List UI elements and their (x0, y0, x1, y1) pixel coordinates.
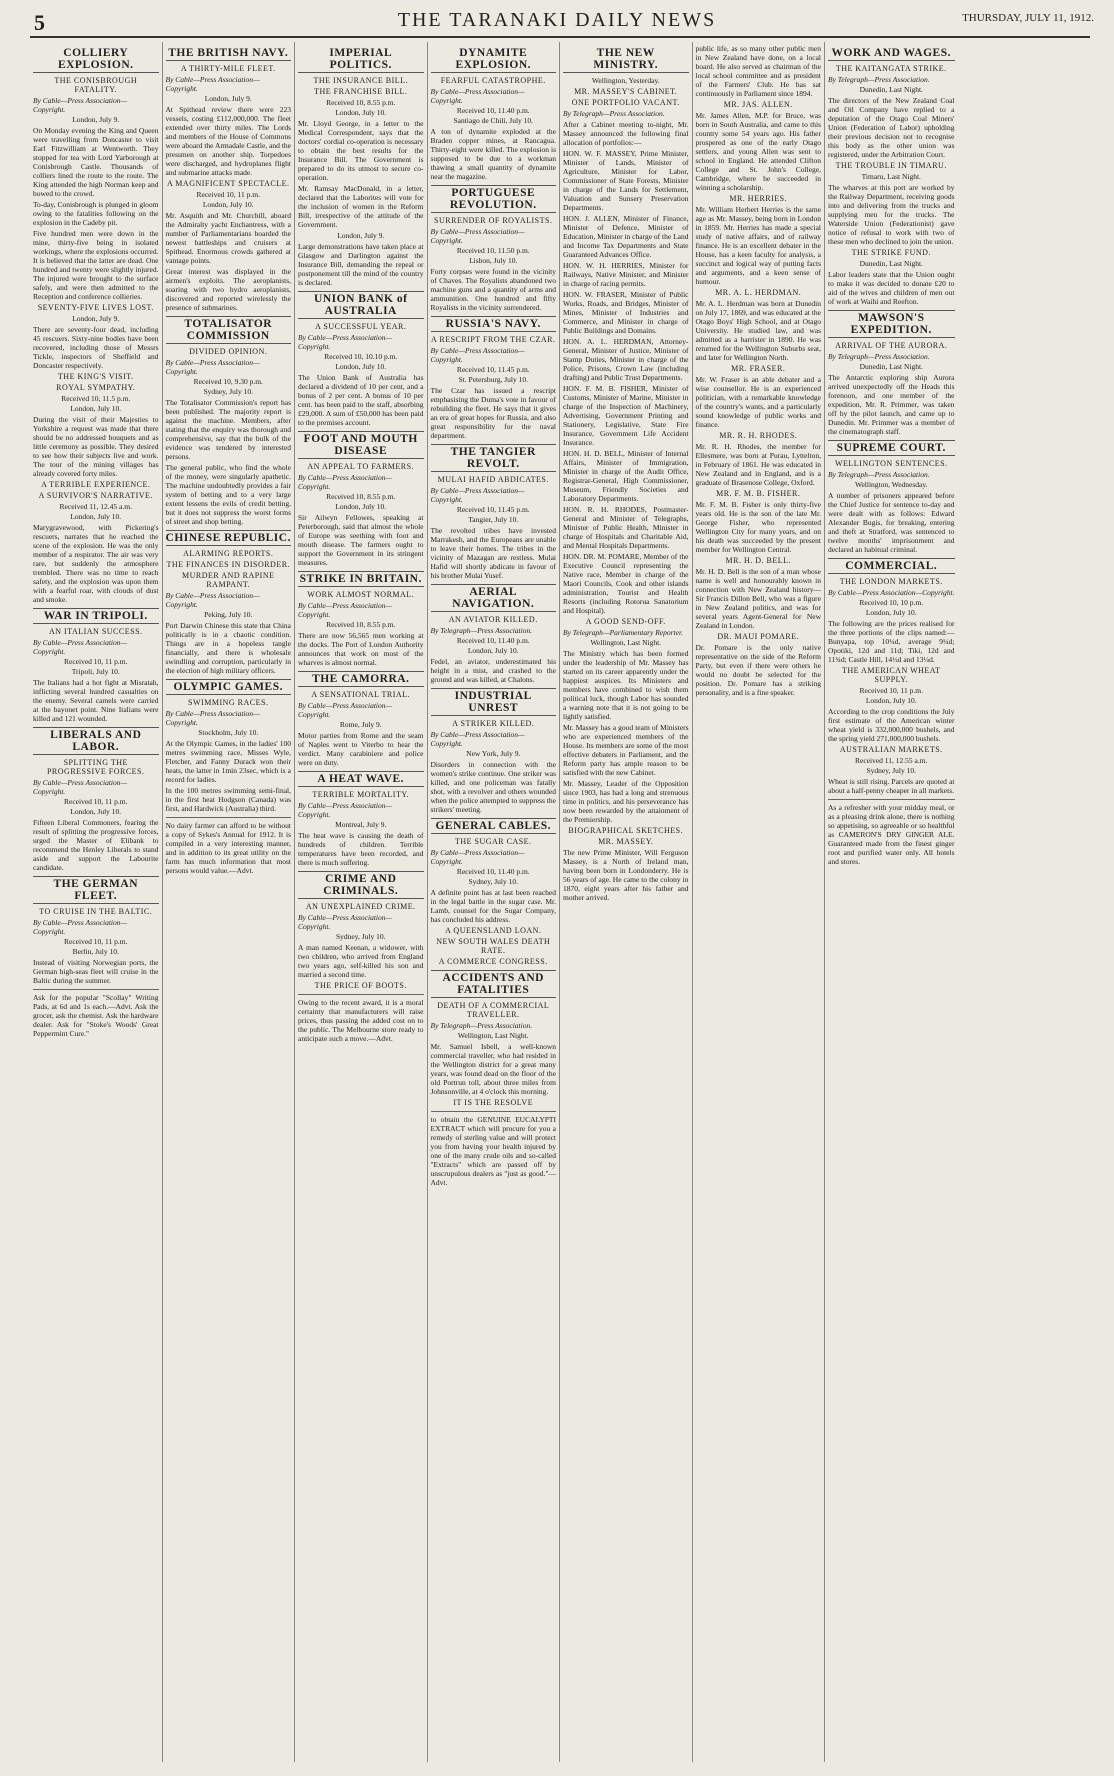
dateline: Lisbon, July 10. (469, 256, 518, 265)
dateline: Received 10, 11.40 p.m. (456, 106, 530, 115)
article-paragraph: Mr. Massey has a good team of Ministers who are experienced members of the House. Its members are some of the most effective debaters in Parliament, and the Reform party has ample reason to be satisfied with the new Cabinet. (563, 723, 689, 777)
agency-credit: By Cable—Press Association—Copyright. (430, 730, 525, 748)
subheading: ARRIVAL OF THE AURORA. (835, 341, 948, 350)
article-paragraph: The new Prime Minister, Will Ferguson Massey, is a North of Ireland man, having been born in Londonderry. He is 56 years of age. He came to the colony in 1870, eight years after his father and mother arrived. (563, 848, 689, 902)
subheading: AN ITALIAN SUCCESS. (48, 627, 143, 636)
article-paragraph: HON. H. D. BELL, Minister of Internal Affairs, Minister of Immigration, Minister in charge of the Audit Office, Registrar-General, High Commissioner, Museum, Friendly Societies and Laboratory Departments. (563, 449, 689, 503)
page-number: 5 (34, 10, 45, 35)
section-heading: MAWSON'S EXPEDITION. (828, 310, 955, 338)
article-paragraph: Labor leaders state that the Union ought to make it was decided to donate £20 to aid of the wives and children of men out of work at Waihi and Reefton. (828, 270, 955, 306)
subheading: A QUEENSLAND LOAN. (445, 926, 542, 935)
subheading: DIVIDED OPINION. (189, 347, 268, 356)
subheading: THE STRIKE FUND. (851, 248, 931, 257)
dateline: Dunedin, Last Night. (859, 259, 923, 268)
article-paragraph: After a Cabinet meeting to-night, Mr. Massey announced the following final allocation of portfolios:— (563, 120, 689, 147)
agency-credit: By Cable—Press Association—Copyright. (430, 227, 525, 245)
section-heading: AERIAL NAVIGATION. (431, 584, 557, 612)
subheading: IT IS THE RESOLVE (453, 1098, 534, 1107)
article-paragraph: The heat wave is causing the death of hundreds of children. Terrible temperatures have been recorded, and there is much suffering. (298, 831, 424, 867)
subheading: MR. H. D. BELL. (725, 556, 791, 565)
dateline: London, July 9. (72, 115, 120, 124)
column-2 (163, 42, 296, 1762)
article-paragraph: Port Darwin Chinese this state that China politically is in a chaotic condition. Things are in a hopeless tangle financially, and there is wholesale swindling and corruption, particularly in the election of high military officers. (165, 621, 291, 675)
dateline: New York, July 9. (466, 749, 521, 758)
dateline: Montreal, July 9. (335, 820, 387, 829)
subheading: THE PRICE OF BOOTS. (314, 981, 407, 990)
advertisement: As a refresher with your midday meal, or as a pleasing drink alone, there is nothing so appetising, so agreeable or so healthful as CAMERON'S DRY GINGER ALE. Guaranteed made from the finest ginger root and purified water only. All hotels and stores. (828, 799, 955, 866)
subheading: NEW SOUTH WALES DEATH RATE. (436, 937, 551, 955)
section-heading: COMMERCIAL. (828, 558, 955, 574)
article-paragraph: Mr. W. Fraser is an able debater and a wise counsellor. He is an experienced politician, with a remarkable knowledge of the country's wants, and a particularly sound knowledge of public works and finance. (695, 375, 821, 429)
section-heading: SUPREME COURT. (828, 440, 955, 456)
dateline: London, July 10. (335, 502, 387, 511)
subheading: MR. MASSEY'S CABINET. (574, 87, 678, 96)
article-paragraph: HON. A. L. HERDMAN, Attorney-General, Minister of Justice, Minister of Stamp Duties, Minister in charge of the Police, Prisons, Crown Law (including drafting) and Public Trust Departments. (563, 337, 689, 382)
article-paragraph: A number of prisoners appeared before the Chief Justice for sentence to-day and were dealt with as follows: Edward Alexander Bugis, for breaking, entering and theft at Stratford, was sentenced to twelve months' imprisonment and declared an habitual criminal. (828, 491, 955, 554)
subheading: A MAGNIFICENT SPECTACLE. (166, 179, 290, 188)
agency-credit: By Cable—Press Association—Copyright. (430, 486, 525, 504)
subheading: THE INSURANCE BILL. (313, 76, 409, 85)
article-paragraph: To-day, Conisbrough is plunged in gloom owing to the fatalities following on the explosion in the Cadeby pit. (33, 200, 159, 227)
dateline: Received 10, 10 p.m. (859, 598, 924, 607)
agency-credit: By Cable—Press Association—Copyright. (165, 358, 260, 376)
agency-credit: By Cable—Press Association—Copyright. (165, 75, 260, 93)
dateline: Dunedin, Last Night. (859, 362, 923, 371)
subheading: A SURVIVOR'S NARRATIVE. (38, 491, 153, 500)
article-paragraph: HON. DR. M. POMARE, Member of the Executive Council representing the Native race, Member in charge of the Maori Councils, Cook and other islands administration, Tourist and Health Resorts (including Rotorua Sanatorium and Hospital). (563, 552, 689, 615)
section-heading: THE BRITISH NAVY. (166, 46, 292, 61)
article-paragraph: Wheat is still rising. Parcels are quoted at about a half-penny cheaper in all markets. (828, 777, 955, 795)
dateline: Timaru, Last Night. (861, 172, 921, 181)
section-heading: THE TANGIER REVOLT. (431, 444, 557, 472)
section-heading: LIBERALS AND LABOR. (33, 727, 159, 755)
subheading: DR. MAUI POMARE. (717, 632, 800, 641)
article-paragraph: According to the crop conditions the July first estimate of the American winter wheat yield is 332,000,000 bushels, and the spring yield 271,000,000 bushels. (828, 707, 955, 743)
agency-credit: By Cable—Press Association—Copyright. (430, 346, 525, 364)
dateline: Received 10, 11.40 p.m. (456, 867, 530, 876)
dateline: Received 10, 11.5 p.m. (61, 394, 131, 403)
agency-credit: By Telegraph—Parliamentary Reporter. (563, 628, 683, 637)
article-paragraph: The revolted tribes have invested Marrakesh, and the Europeans are unable to leave their homes. The tribes in the vicinity of Mazagan are restless. Mulai Hafid will shortly abdicate in favour of his brother Mulai Yusef. (430, 526, 556, 580)
column-7 (825, 42, 958, 1762)
article-paragraph: The Totalisator Commission's report has been published. The majority report is against the machine. Members, after stating that the enquiry was thorough and comprehensive, say that the bulk of the evidence was tendered by interested persons. (165, 398, 291, 461)
section-heading: DYNAMITE EXPLOSION. (431, 46, 557, 73)
subheading: THE CONISBROUGH FATALITY. (54, 76, 138, 94)
subheading: AN APPEAL TO FARMERS. (307, 462, 415, 471)
article-paragraph: The Ministry which has been formed under the leadership of Mr. Massey has started on its career apparently under the happiest auspices. Its Ministers and members have combined to wish them political luck, though Labor has sounded a warning note that it is not going to be lightly satisfied. (563, 649, 689, 721)
section-heading: IMPERIAL POLITICS. (298, 46, 424, 73)
section-heading: CHINESE REPUBLIC. (165, 532, 291, 544)
section-heading: FOOT AND MOUTH DISEASE (298, 431, 424, 459)
subheading: MULAI HAFID ABDICATES. (437, 475, 549, 484)
dateline: Wellington, Wednesday. (854, 480, 928, 489)
subheading: THE AMERICAN WHEAT SUPPLY. (841, 666, 941, 684)
subheading: A THIRTY-MILE FLEET. (180, 64, 276, 73)
article-paragraph: In the 100 metres swimming semi-final, in the first heat Hodgson (Canada) was first, and Hardwick (Australia) third. (165, 786, 291, 813)
dateline: St. Petersburg, July 10. (458, 375, 528, 384)
section-heading: WAR IN TRIPOLI. (33, 608, 159, 624)
subheading: AUSTRALIAN MARKETS. (839, 745, 943, 754)
subheading: MR. JAS. ALLEN. (723, 100, 793, 109)
agency-credit: By Cable—Press Association—Copyright. (298, 333, 393, 351)
article-paragraph: HON. F. M. B. FISHER, Minister of Customs, Minister of Marine, Minister in charge of the Inspection of Machinery, Advertising, Government Printing and Stationery, Legislative, State Fire Insurance, Government Life Accident Insurance. (563, 384, 689, 447)
agency-credit: By Telegraph—Press Association. (828, 75, 930, 84)
section-heading: CRIME AND CRIMINALS. (298, 871, 424, 899)
dateline: Rome, July 9. (339, 720, 382, 729)
subheading: THE TROUBLE IN TIMARU. (835, 161, 947, 170)
dateline: Received 10, 11 p.m. (196, 190, 260, 199)
article-paragraph: At the Olympic Games, in the ladies' 100 metres swimming race, Misses Wyle, Fletcher, and Fanny Durack won their heats, the latter in 1min 23sec, which is a record for ladies. (165, 739, 291, 784)
subheading: A SUCCESSFUL YEAR. (315, 322, 407, 331)
article-paragraph: The Czar has issued a rescript emphasising the Duma's vote in favour of rebuilding the fleet. He says that it gives an era of great hopes for Russia, and also great responsibility for the naval department. (430, 386, 556, 440)
dateline: Received 10, 11 p.m. (64, 797, 128, 806)
agency-credit: By Cable—Press Association—Copyright. (298, 913, 393, 931)
agency-credit: By Telegraph—Press Association. (563, 109, 665, 118)
agency-credit: By Cable—Press Association—Copyright. (298, 473, 393, 491)
subheading: A TERRIBLE EXPERIENCE. (41, 480, 151, 489)
article-paragraph: Large demonstrations have taken place at Glasgow and Darlington against the Insurance Bill, demanding the repeal or postponement till the mind of the country is declared. (298, 242, 424, 287)
dateline: Tripoli, July 10. (71, 667, 120, 676)
article-paragraph: HON. J. ALLEN, Minister of Finance, Minister of Defence, Minister of Education, Minister in charge of the Land and Income Tax Departments and State Guaranteed Advances Office. (563, 214, 689, 259)
dateline: Dunedin, Last Night. (859, 85, 923, 94)
section-heading: THE CAMORRA. (298, 671, 424, 687)
dateline: London, July 10. (70, 512, 122, 521)
article-paragraph: HON. W. H. HERRIES, Minister for Railways, Native Minister, and Minister in charge of racing permits. (563, 261, 689, 288)
article-paragraph: Sir Ailwyn Fellowes, speaking at Peterborough, said that almost the whole of Europe was seething with foot and mouth disease. The farmers ought to support the Government in its stringent measures. (298, 513, 424, 567)
column-5 (560, 42, 693, 1762)
article-paragraph: HON. R. H. RHODES, Postmaster-General and Minister of Telegraphs, Minister of Public Health, Minister in charge of Hospitals and Charitable Aid, and Mental Hospitals Departments. (563, 505, 689, 550)
subheading: A STRIKER KILLED. (452, 719, 535, 728)
column-3 (295, 42, 428, 1762)
subheading: MURDER AND RAPINE RAMPANT. (181, 571, 275, 589)
article-paragraph: Fedel, an aviator, underestimated his height in a mist, and crashed to the ground and was killed, at Chalons. (430, 657, 556, 684)
subheading: MR. F. M. B. FISHER. (716, 489, 801, 498)
subheading: THE SUGAR CASE. (454, 837, 532, 846)
dateline: Stockholm, July 10. (198, 728, 259, 737)
section-heading: A HEAT WAVE. (298, 771, 424, 787)
section-heading: THE GERMAN FLEET. (33, 876, 159, 904)
dateline: London, July 10. (70, 404, 122, 413)
section-heading: TOTALISATOR COMMISSION (166, 316, 292, 344)
article-paragraph: The Antarctic exploring ship Aurora arrived unexpectedly off the Heads this forenoon, and one member of the expedition, Mr. R. Primmer, was taken off by the pilot launch, and came up to Dunedin. Mr. Primmer was a member of the cinematograph staff. (828, 373, 955, 436)
section-heading: THE NEW MINISTRY. (563, 46, 689, 73)
section-heading: WORK AND WAGES. (828, 46, 955, 61)
subheading: AN AVIATOR KILLED. (448, 615, 538, 624)
subheading: A GOOD SEND-OFF. (585, 617, 666, 626)
subheading: SURRENDER OF ROYALISTS. (434, 216, 553, 225)
dateline: London, July 9. (72, 314, 120, 323)
subheading: TO CRUISE IN THE BALTIC. (39, 907, 153, 916)
subheading: THE FINANCES IN DISORDER. (166, 560, 291, 569)
dateline: Received 10, 8.55 p.m. (326, 98, 396, 107)
agency-credit: By Cable—Press Association—Copyright. (33, 638, 128, 656)
article-paragraph: The wharves at this port are worked by the Railway Department, receiving goods into and delivering from the trucks and supplying men for the trucks. The Waterside Union (Federationist) gave notice of refusal to work with two of these men who declined to join the union. (828, 183, 955, 246)
article-paragraph: Mr. Samuel Isbell, a well-known commercial traveller, who had resided in the Wellington district for a great many years, was found dead on the floor of the old Portrun toll, about three miles from Johnsonville, at 4 o'clock this morning. (430, 1042, 556, 1096)
dateline: Received 10, 11.45 p.m. (456, 505, 530, 514)
dateline: Sydney, July 10. (468, 877, 518, 886)
article-paragraph: Five hundred men were down in the mine, thirty-five being in isolated workings, where the explosions occurred. It is believed that the latter are dead. One hundred and twenty were slightly injured. The injured were brought to the surface safely, and were then admitted to the Reception and conference collieries. (33, 229, 159, 301)
article-paragraph: A man named Keenan, a widower, with two children, who arrived from England two years ago, self-killed his son and married a second time. (298, 943, 424, 979)
dateline: Sydney, July 10. (203, 387, 253, 396)
dateline: Received 10, 9.30 p.m. (193, 377, 263, 386)
issue-date: THURSDAY, JULY 11, 1912. (962, 12, 1094, 24)
agency-credit: By Cable—Press Association—Copyright. (828, 588, 955, 597)
subheading: THE LONDON MARKETS. (839, 577, 943, 586)
agency-credit: By Cable—Press Association—Copyright. (33, 778, 128, 796)
dateline: London, July 10. (202, 200, 254, 209)
agency-credit: By Telegraph—Press Association. (430, 1021, 533, 1030)
advertisement: Ask for the popular "Scollay" Writing Pads, at 6d and 1s each.—Advt. Ask the grocer, ask the chemist. Ask the hardware dealer. Ask for "Stoke's Woods' Great Peppermint Cure." (33, 989, 159, 1038)
dateline: Received 10, 8.55 p.m. (326, 492, 396, 501)
article-paragraph: Mr. James Allen, M.P. for Bruce, was born in South Australia, and came to this country some 54 years ago. His father prospered as one of the early Otago settlers, and young Allen was sent to school in England. He attended Clifton College and St. John's College, Cambridge, where he succeeded in winning a scholarship. (695, 111, 821, 192)
subheading: THE KING'S VISIT. (57, 372, 134, 381)
dateline: Sydney, July 10. (866, 766, 916, 775)
agency-credit: By Cable—Press Association—Copyright. (298, 601, 393, 619)
article-paragraph: Instead of visiting Norwegian ports, the German high-seas fleet will cruise in the Baltic during the summer. (33, 958, 159, 985)
subheading: FEARFUL CATASTROPHE. (440, 76, 546, 85)
advertisement: to obtain the GENUINE EUCALYPTI EXTRACT which will procure for you a remedy of sterling value and will protect you from having your health injured by one of the many crude oils and so-called "Extracts" which are passed off by unscrupulous dealers as "just as good."—Advt. (431, 1111, 557, 1187)
column-6 (693, 42, 826, 1762)
subheading: SPLITTING THE PROGRESSIVE FORCES. (46, 758, 145, 776)
dateline: Received 10, 11 p.m. (64, 657, 128, 666)
subheading: MR. HERRIES. (729, 194, 788, 203)
article-paragraph: The directors of the New Zealand Coal and Oil Company have replied to a deputation of the Otago Coal Miners' Union (Federation of Labor) upholding their previous decision not to recognise this body as the other union was registered, under the Arbitration Court. (828, 96, 955, 159)
article-paragraph: The Union Bank of Australia has declared a dividend of 10 per cent, and a bonus of 2 per cent. A bonus of 10 per cent. has been paid to the staff, absorbing £29,000. A sum of £50,000 has been paid to the premises account. (298, 373, 424, 427)
article-paragraph: Motor parties from Rome and the seam of Naples went to Viterbo to hear the verdict. Many carabiniere and police were on duty. (298, 731, 424, 767)
section-heading: COLLIERY EXPLOSION. (33, 46, 159, 73)
article-paragraph: HON. W. FRASER, Minister of Public Works, Roads, and Bridges, Minister of Mines, Minister of Industries and Commerce, and Minister in charge of Public Buildings and Domains. (563, 290, 689, 335)
dateline: Received 10, 11.50 p.m. (456, 246, 530, 255)
article-paragraph: Mr. H. D. Bell is the son of a man whose name is well and honourably known in connection with New Zealand history—Sir Francis Dillon Bell, who was a figure in New Zealand politics, and was for several years Agent-General for New Zealand in London. (695, 567, 821, 630)
subheading: A RESCRIPT FROM THE CZAR. (431, 335, 556, 344)
subheading: AN UNEXPLAINED CRIME. (305, 902, 416, 911)
subheading: ONE PORTFOLIO VACANT. (571, 98, 680, 107)
article-paragraph: Mr. William Herbert Herries is the same age as Mr. Massey, being born in London in 1859. Mr. Herries has made a special study of native affairs, and of railway finance. He is an excellent debater in the House, has a keen faculty for analysis, a succinct and logical way of putting facts and arguments, and a keen sense of humour. (695, 205, 821, 286)
agency-credit: By Cable—Press Association—Copyright. (298, 801, 393, 819)
dateline: London, July 10. (335, 108, 387, 117)
dateline: London, July 9. (204, 94, 252, 103)
advertisement: No dairy farmer can afford to be without a copy of Sykes's Annual for 1912. It is compiled in a very interesting manner, and in addition to its great utility on the farm has much information that most persons would value.—Advt. (166, 817, 292, 875)
dateline: Tangier, July 10. (468, 515, 519, 524)
dateline: Received 10, 11.45 p.m. (456, 365, 530, 374)
dateline: London, July 10. (865, 696, 917, 705)
subheading: ALARMING REPORTS. (183, 549, 274, 558)
agency-credit: By Cable—Press Association—Copyright. (33, 96, 128, 114)
subheading: THE FRANCHISE BILL. (314, 87, 408, 96)
article-paragraph: Forty corpses were found in the vicinity of Chaves. The Royalists abandoned two machine guns and a quantity of arms and ammunition. One hundred and fifty Royalists in the vicinity surrendered. (430, 267, 556, 312)
section-heading: STRIKE IN BRITAIN. (299, 573, 422, 585)
section-heading: RUSSIA'S NAVY. (431, 316, 557, 332)
dateline: Santiago de Chili, July 10. (453, 116, 534, 125)
section-heading: ACCIDENTS AND FATALITIES (431, 970, 557, 998)
subheading: MR. MASSEY. (598, 837, 654, 846)
article-paragraph: A ton of dynamite exploded at the Braden copper mines, at Rancagua. Thirty-eight were killed. The explosion is supposed to be due to a workman thawing a small quantity of dynamite near the magazine. (430, 127, 556, 181)
dateline: London, July 10. (467, 646, 519, 655)
subheading: THE KAITANGATA STRIKE. (835, 64, 947, 73)
article-paragraph: The Italians had a hot fight at Misratah, inflicting several hundred casualties on the enemy. Several camels were carried at the bayonet point. Nine Italians were killed and 121 wounded. (33, 678, 159, 723)
article-paragraph: At Spithead review there were 223 vessels, costing £112,000,000. The fleet extended over thirty miles. The Lords and members of the House of Commons were aboard the Armadale Castle, and the pressmen on another ship. Torpedoes were discharged, and hydroplanes flight and submarine attacks made. (165, 105, 291, 177)
dateline: Wellington, Last Night. (590, 638, 662, 647)
subheading: SWIMMING RACES. (188, 698, 269, 707)
column-4 (428, 42, 561, 1762)
article-paragraph: Mr. F. M. B. Fisher is only thirty-five years old. He is the son of the late Mr. George Fisher, who represented Wellington City for many years, and on his death was succeeded by the present member for Wellington Central. (695, 500, 821, 554)
dateline: Received 10, 11.40 p.m. (456, 636, 530, 645)
dateline: Received 11, 12.45 a.m. (59, 502, 132, 511)
article-paragraph: The general public, who find the whole of the money, were singularly apathetic. The machine undoubtedly provides a fair system of betting and to a very large extent lessens the evils of credit betting, but it does not suppress the worst forms of street and shop betting. (165, 463, 291, 526)
article-paragraph: On Monday evening the King and Queen were travelling from Doncaster to visit Earl Fitzwilliam at Wentworth. They stopped for tea with Lord Yarborough at Conisbrough Castle. Thousands of colliers lined the route to the route. The King attended the high Norman keep and bowed to the crowd. (33, 126, 159, 198)
subheading: ROYAL SYMPATHY. (56, 383, 136, 392)
masthead (0, 0, 1114, 40)
agency-credit: By Cable—Press Association—Copyright. (430, 848, 525, 866)
dateline: Received 11, 12.55 a.m. (855, 756, 928, 765)
article-paragraph: HON. W. F. MASSEY, Prime Minister, Minister of Lands, Minister of Agriculture, Minister for Labor, Commissioner of State Forests, Minister in charge of the Lands for Settlement, Valuation and Sunsery Preservation Departments. (563, 149, 689, 212)
subheading: DEATH OF A COMMERCIAL TRAVELLER. (437, 1001, 550, 1019)
article-paragraph: Disorders in connection with the women's strike continue. One striker was killed, and one policeman was fatally shot, with a revolver and others wounded when the police attempted to suppress the strikers' meeting. (430, 760, 556, 814)
article-paragraph: Mr. Massey, Leader of the Opposition since 1903, has had a long and strenuous time in politics, and his perseverance has now been rewarded by the attainment of the Premiership. (563, 779, 689, 824)
article-paragraph: Great interest was displayed in the airmen's exploits. The aeroplanists, soaring with two hydro aeroplanists, discovered and reported wirelessly the presence of submarines. (165, 267, 291, 312)
dateline: Sydney, July 10. (335, 932, 386, 941)
article-paragraph: Mr. Ramsay MacDonald, in a letter, declared that the Laborites will vote for the inclusion of women in the Reform Bill, irrespective of the attitude of the Government. (298, 184, 424, 229)
section-heading: UNION BANK of AUSTRALIA (298, 291, 424, 319)
subheading: A COMMERCE CONGRESS. (438, 957, 548, 966)
agency-credit: By Telegraph—Press Association. (430, 626, 533, 635)
article-paragraph: Mr. A. L. Herdman was born at Dunedin on July 17, 1869, and was educated at the Otago Boys' High School, and at Otago University. He studied law, and was admitted as a barrister in 1890. He was returned for the Wellington Suburbs seat, and later for Wellington North. (695, 299, 821, 362)
agency-credit: By Telegraph—Press Association. (828, 470, 930, 479)
article-paragraph: public life, as so many other public men in New Zealand have done, on a local board. He also served as chairman of the local school committee and as president of the Farmers' Club. He has sat continuously in Parliament since 1894. (695, 44, 821, 98)
article-paragraph: Marygravewood, with Pickering's rescuers, narrates that he reached the scene of the explosion. He was the only member of a respirator. The air was very rare, but suddenly the atmosphere trembled. There was no time to reach safety, and the explosion was upon them with a fearful roar, with clouds of dust and smoke. (33, 523, 159, 604)
subheading: A SENSATIONAL TRIAL. (311, 690, 411, 699)
subheading: MR. A. L. HERDMAN. (715, 288, 802, 297)
dateline: Wellington, Last Night. (457, 1031, 529, 1040)
article-paragraph: Mr. Lloyd George, in a letter to the Medical Correspondent, says that the doctors' cordial co-operation is necessary to obtain the best results for the Insurance Bill. The Government is prepared to do its utmost to secure co-operation. (298, 119, 424, 182)
subheading: MR. R. H. RHODES. (719, 431, 798, 440)
article-paragraph: Mr. Asquith and Mr. Churchill, aboard the Admiralty yacht Enchantress, with a number of Parliamentarians boarded the newest battleships and cruisers at Spithead. Enormous crowds gathered at vantage points. (165, 211, 291, 265)
subheading: WORK ALMOST NORMAL. (307, 590, 415, 599)
section-heading: GENERAL CABLES. (431, 818, 557, 834)
agency-credit: By Cable—Press Association—Copyright. (298, 701, 393, 719)
dateline: London, July 10. (335, 362, 387, 371)
agency-credit: By Telegraph—Press Association. (828, 352, 930, 361)
agency-credit: By Cable—Press Association—Copyright. (165, 591, 260, 609)
subheading: SEVENTY-FIVE LIVES LOST. (37, 303, 154, 312)
columns-area (30, 42, 1090, 1762)
dateline: Peking, July 10. (204, 610, 253, 619)
dateline: London, July 10. (70, 807, 122, 816)
section-heading: INDUSTRIAL UNREST (431, 688, 557, 716)
section-heading: OLYMPIC GAMES. (166, 679, 292, 695)
dateline: Wellington, Yesterday. (591, 76, 660, 85)
advertisement: Owing to the recent award, it is a moral certainty that manufacturers will raise prices, thus passing the added cost on to the public. The Melbourne store ready to anticipate such a move.—Advt. (298, 994, 424, 1043)
agency-credit: By Cable—Press Association—Copyright. (165, 709, 260, 727)
article-paragraph: A definite point has at last been reached in the legal battle in the sugar case. Mr. Lamb, counsel for the Sugar Company, has concluded his address. (430, 888, 556, 924)
dateline: Berlin, July 10. (72, 947, 119, 956)
article-paragraph: Fifteen Liberal Commoners, fearing the result of splitting the progressive forces, urged the Master of Elibank to recommend the Henley Liberals to stand aside and support the Labourite candidate. (33, 818, 159, 872)
article-paragraph: Mr. R. H. Rhodes, the member for Ellesmere, was born at Purau, Lyttelton, in February of 1861. He was educated in New Zealand and in England, and is a graduate of Brasenose College, Oxford. (695, 442, 821, 487)
dateline: Received 10, 11 p.m. (859, 686, 923, 695)
dateline: Received 10, 11 p.m. (64, 937, 128, 946)
agency-credit: By Cable—Press Association—Copyright. (33, 918, 128, 936)
subheading: BIOGRAPHICAL SKETCHES. (568, 826, 684, 835)
article-paragraph: The following are the prices realised for the three portions of the clips named:—Bunyapa, top 10¼d, average 9¼d; Opotiki, 12d and 11d; Tiki, 12d and 11¾d; Castle Hill, 14½d and 13¼d. (828, 619, 955, 664)
dateline: Received 10, 8.55 p.m. (326, 620, 396, 629)
newspaper-title: THE TARANAKI DAILY NEWS (397, 9, 717, 31)
dateline: London, July 9. (337, 231, 385, 240)
column-1 (30, 42, 163, 1762)
article-paragraph: Dr. Pomare is the only native representative on the side of the Reform Party, but even if there were others he would no doubt be selected for the position. Dr. Pomare has a striking personality, and is a fine speaker. (695, 643, 821, 697)
article-paragraph: There are seventy-four dead, including 45 rescuers. Sixty-nine bodies have been recovered, including those of Messrs Tickle, inspectors of Sheffield and Doncaster respectively. (33, 325, 159, 370)
subheading: TERRIBLE MORTALITY. (312, 790, 410, 799)
dateline: London, July 10. (865, 608, 917, 617)
subheading: WELLINGTON SENTENCES. (834, 459, 948, 468)
masthead-rule (30, 36, 1090, 38)
agency-credit: By Cable—Press Association—Copyright. (430, 87, 525, 105)
dateline: Received 10, 10.10 p.m. (324, 352, 398, 361)
article-paragraph: During the visit of their Majesties to Yorkshire a request was made that there should be no addressed bouquets and as little ceremony as possible. They desired to see how their subjects live and work. The tour of the mining villages has already covered forty miles. (33, 415, 159, 478)
subheading: MR. FRASER. (731, 364, 786, 373)
article-paragraph: There are now 56,565 men working at the docks. The Port of London Authority announces that work on most of the wharves is almost normal. (298, 631, 424, 667)
section-heading: PORTUGUESE REVOLUTION. (431, 185, 557, 213)
